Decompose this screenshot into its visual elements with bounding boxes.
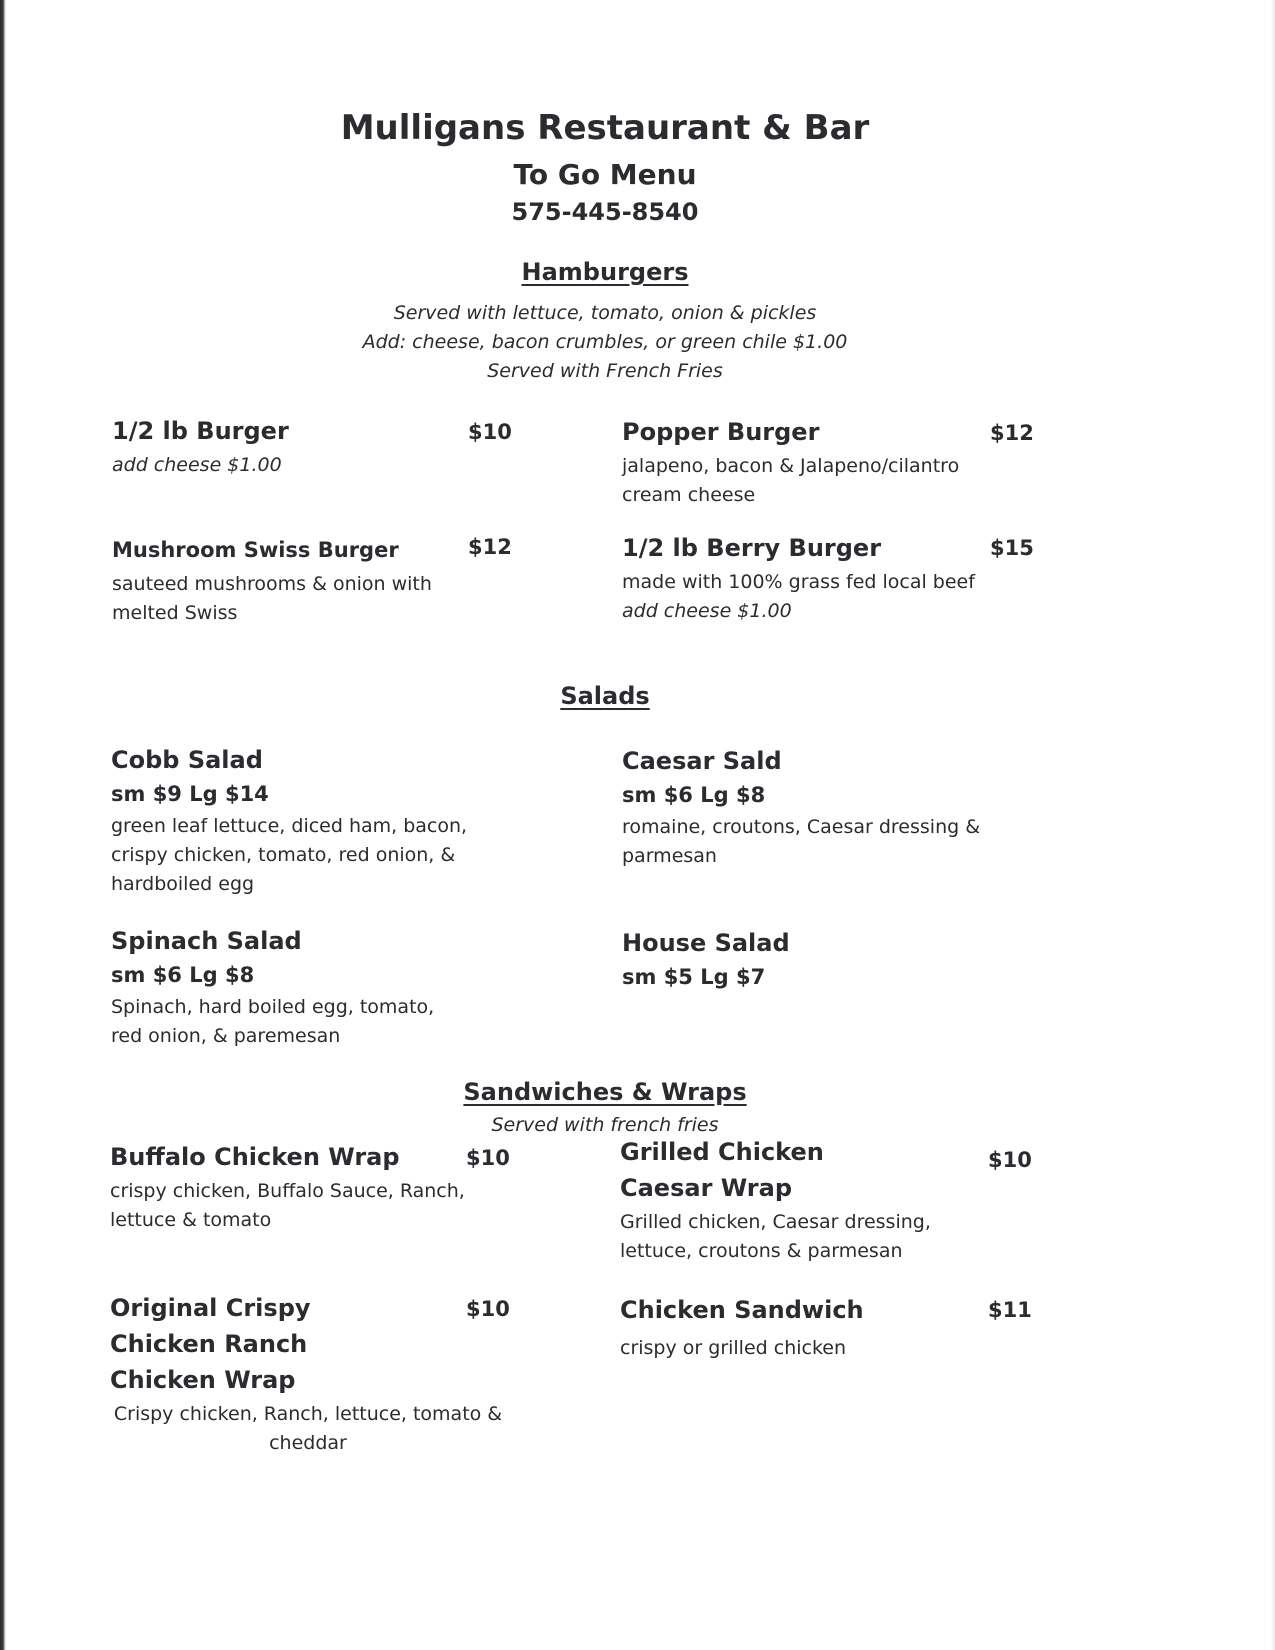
item-price: $10	[468, 420, 512, 444]
section-heading-salads: Salads	[560, 682, 650, 710]
item-desc: Grilled chicken, Caesar dressing, lettuce, croutons & parmesan	[620, 1211, 931, 1262]
item-sizes: sm $6 Lg $8	[622, 783, 766, 807]
item-desc: Crispy chicken, Ranch, lettuce, tomato & cheddar	[113, 1403, 503, 1454]
item-name: Popper Burger	[622, 418, 820, 446]
restaurant-title: Mulligans Restaurant & Bar	[340, 108, 870, 148]
item-name: Buffalo Chicken Wrap	[110, 1143, 400, 1171]
item-name: Cobb Salad	[111, 746, 263, 774]
menu-item	[110, 1290, 510, 1458]
menu-item	[620, 1292, 980, 1363]
menu-subtitle: To Go Menu	[513, 158, 697, 191]
menu-item	[622, 925, 982, 993]
item-price: $10	[466, 1146, 510, 1170]
menu-item	[111, 742, 511, 899]
section-heading-sandwiches: Sandwiches & Wraps	[463, 1078, 747, 1106]
scan-border-left	[0, 0, 6, 1650]
item-name: Caesar Sald	[622, 747, 782, 775]
menu-item	[622, 530, 1022, 626]
item-desc: Spinach, hard boiled egg, tomato, red onion, & paremesan	[111, 996, 435, 1047]
item-desc: jalapeno, bacon & Jalapeno/cilantro cream cheese	[622, 455, 960, 506]
item-desc: romaine, croutons, Caesar dressing & parmesan	[622, 816, 981, 867]
item-price: $15	[990, 536, 1034, 560]
hamburgers-note-3: Served with French Fries	[487, 360, 723, 382]
item-name: Spinach Salad	[111, 927, 302, 955]
phone-number: 575-445-8540	[511, 198, 699, 226]
item-price: $12	[990, 421, 1034, 445]
item-name: 1/2 lb Berry Burger	[622, 534, 882, 562]
menu-item	[622, 743, 982, 871]
menu-item	[112, 532, 502, 628]
item-name: Grilled Chicken Caesar Wrap	[620, 1138, 824, 1202]
item-desc: crispy chicken, Buffalo Sauce, Ranch, lettuce & tomato	[110, 1180, 465, 1231]
item-name: Original Crispy Chicken Ranch Chicken Wrap	[110, 1294, 311, 1394]
item-sizes: sm $5 Lg $7	[622, 965, 766, 989]
item-name: Chicken Sandwich	[620, 1296, 864, 1324]
scan-border-right	[1271, 0, 1275, 1650]
item-price: $10	[988, 1148, 1032, 1172]
sandwiches-note: Served with french fries	[491, 1114, 719, 1136]
item-name: 1/2 lb Burger	[112, 417, 289, 445]
item-desc: crispy or grilled chicken	[620, 1337, 847, 1359]
menu-item	[622, 414, 1022, 510]
item-price: $10	[466, 1297, 510, 1321]
hamburgers-note-2: Add: cheese, bacon crumbles, or green chile $1.00	[362, 331, 848, 353]
section-heading-hamburgers: Hamburgers	[521, 258, 689, 286]
item-desc: made with 100% grass fed local beef	[622, 571, 975, 593]
hamburgers-note-1: Served with lettuce, tomato, onion & pickles	[393, 302, 817, 324]
item-desc: add cheese $1.00	[112, 454, 282, 476]
item-desc: sauteed mushrooms & onion with melted Swiss	[112, 573, 432, 624]
item-price: $11	[988, 1298, 1032, 1322]
item-name: Mushroom Swiss Burger	[112, 538, 399, 562]
item-sizes: sm $9 Lg $14	[111, 782, 269, 806]
menu-item	[620, 1134, 990, 1266]
item-desc: green leaf lettuce, diced ham, bacon, crispy chicken, tomato, red onion, & hardboiled egg	[111, 815, 468, 895]
menu-item	[111, 923, 441, 1051]
item-name: House Salad	[622, 929, 790, 957]
item-sizes: sm $6 Lg $8	[111, 963, 255, 987]
item-desc-extra: add cheese $1.00	[622, 600, 792, 622]
menu-item	[110, 1139, 510, 1235]
item-price: $12	[468, 535, 512, 559]
